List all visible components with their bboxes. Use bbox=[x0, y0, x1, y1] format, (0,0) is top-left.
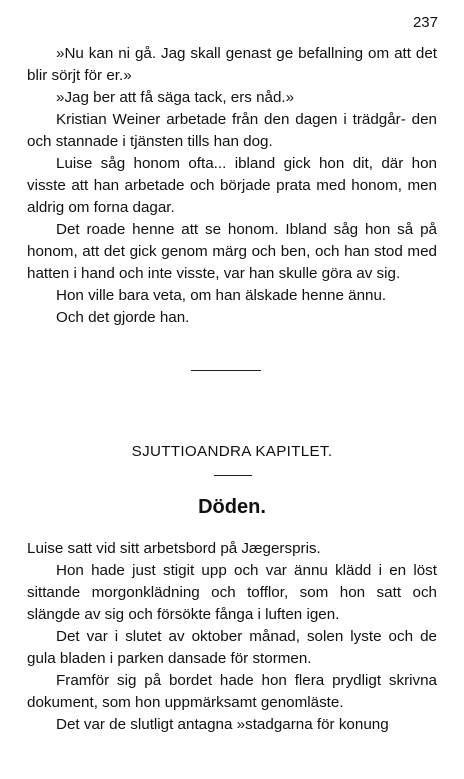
page-number: 237 bbox=[412, 14, 438, 31]
section-divider bbox=[191, 370, 261, 371]
text-line: Framför sig på bordet hade hon flera prydligt skrivna bbox=[56, 672, 437, 689]
chapter-divider bbox=[214, 475, 252, 476]
text-line: hon visste att han arbetade och började prata med honom, bbox=[27, 155, 437, 194]
text-line: de gula bladen i parken dansade för stormen. bbox=[27, 628, 437, 667]
paragraph bbox=[27, 43, 437, 87]
text-line: »Nu kan ni gå. Jag skall genast ge befallning om bbox=[56, 45, 390, 62]
text-line: Och det gjorde han. bbox=[56, 309, 190, 326]
paragraph bbox=[27, 714, 437, 736]
text-line: att det blir sörjt för er.» bbox=[27, 45, 437, 84]
text-line: löst sittande morgonklädning och tofflor, som hon satt bbox=[27, 562, 437, 601]
paragraph bbox=[27, 307, 437, 329]
text-line: Luise såg honom ofta... ibland gick hon dit, där bbox=[56, 155, 404, 172]
paragraph bbox=[27, 670, 437, 714]
paragraph bbox=[27, 109, 437, 153]
text-line: »Jag ber att få säga tack, ers nåd.» bbox=[56, 89, 295, 106]
text-line: Hon ville bara veta, om han älskade henne ännu. bbox=[56, 287, 387, 304]
text-line: Luise satt vid sitt arbetsbord på Jægerspris. bbox=[27, 540, 321, 557]
chapter-title: Döden. bbox=[198, 496, 266, 518]
paragraph bbox=[27, 538, 437, 560]
text-line: Det var de slutligt antagna »stadgarna för konung bbox=[56, 716, 389, 733]
paragraph bbox=[27, 285, 437, 307]
text-line: och slängde av sig och försökte fånga i luften igen. bbox=[27, 584, 437, 623]
text-line: stod med hatten i hand och inte visste, var han skulle bbox=[27, 243, 437, 282]
text-line: men aldrig om forna dagar. bbox=[27, 177, 437, 216]
text-line: Det roade henne att se honom. Ibland såg hon så bbox=[56, 221, 414, 238]
paragraph bbox=[27, 219, 437, 285]
text-line: Kristian Weiner arbetade från den dagen i trädgår- bbox=[56, 111, 406, 128]
paragraph bbox=[27, 153, 437, 219]
paragraph bbox=[27, 560, 437, 626]
text-line: Det var i slutet av oktober månad, solen lyste och bbox=[56, 628, 414, 645]
text-line: den och stannade i tjänsten tills han dog. bbox=[27, 111, 437, 150]
text-line: på honom, att det gick genom märg och ben, och han bbox=[27, 221, 437, 260]
text-line: göra av sig. bbox=[321, 265, 401, 282]
top-text-block bbox=[27, 43, 437, 329]
bottom-text-block bbox=[27, 538, 437, 736]
paragraph bbox=[27, 626, 437, 670]
chapter-heading: SJUTTIOANDRA KAPITLET. bbox=[131, 443, 333, 460]
paragraph bbox=[27, 87, 437, 109]
text-line: Hon hade just stigit upp och var ännu klädd i en bbox=[56, 562, 407, 579]
text-line: dokument, som hon uppmärksamt genomläste. bbox=[27, 694, 344, 711]
